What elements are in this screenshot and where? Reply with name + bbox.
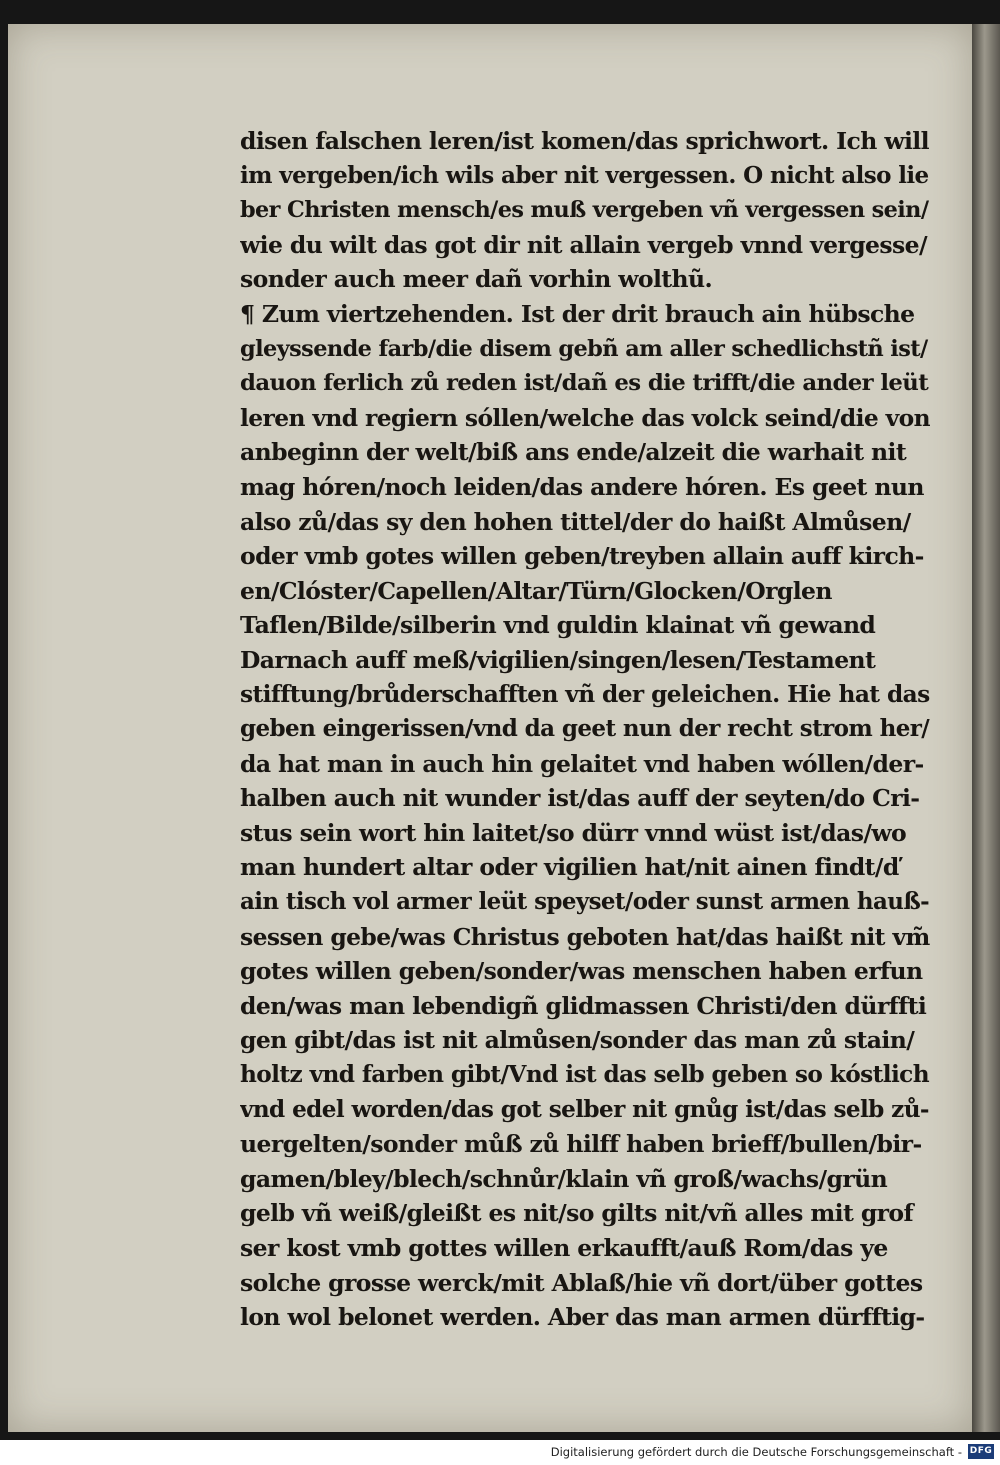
text-line: Taflen/Bilde/silberin vnd guldin klainat vñ gewand [240, 611, 876, 640]
text-line: stifftung/brůderschafften vñ der geleichen. Hie hat das [240, 680, 930, 708]
text-line: leren vnd regiern sóllen/welche das volck seind/die von [240, 403, 930, 432]
text-line: en/Clóster/Capellen/Altar/Türn/Glocken/Orglen [240, 576, 832, 605]
text-line: halben auch nit wunder ist/das auff der seyten/do Cri- [240, 784, 920, 813]
text-line: den/was man lebendigñ glidmassen Christi/den dürffti [240, 991, 927, 1020]
text-line: sessen gebe/was Christus geboten hat/das haißt nit vm̃ [240, 922, 930, 951]
text-line: gen gibt/das ist nit almůsen/sonder das man zů stain/ [240, 1026, 915, 1055]
book-spine-edge [972, 24, 1000, 1432]
text-line: vnd edel worden/das got selber nit gnůg ist/das selb zů- [240, 1095, 929, 1123]
text-line: lon wol belonet werden. Aber das man armen dürfftig- [240, 1303, 925, 1332]
text-line: man hundert altar oder vigilien hat/nit ainen findt/ď [240, 853, 899, 882]
text-line: geben eingerissen/vnd da geet nun der recht strom her/ [240, 715, 930, 743]
text-line: Darnach auff meß/vigilien/singen/lesen/Testament [240, 645, 876, 674]
text-line: ser kost vmb gottes willen erkaufft/auß Rom/das ye [240, 1234, 888, 1262]
footer-bar [0, 1440, 1000, 1465]
text-line: oder vmb gotes willen geben/treyben allain auff kirch- [240, 542, 924, 571]
text-line: ber Christen mensch/es muß vergeben vñ vergessen sein/ [240, 197, 929, 224]
book-page [8, 24, 972, 1432]
text-line: wie du wilt das got dir nit allain vergeb vnnd vergesse/ [240, 230, 927, 259]
text-line: da hat man in auch hin gelaitet vnd haben wóllen/der- [240, 749, 924, 778]
text-line: solche grosse werck/mit Ablaß/hie vñ dort/über gottes [240, 1268, 923, 1297]
text-line: dauon ferlich zů reden ist/dañ es die trifft/die ander leüt [240, 370, 929, 397]
text-line: uergelten/sonder můß zů hilff haben brieff/bullen/bir- [240, 1130, 922, 1159]
dfg-logo: DFG [968, 1444, 994, 1459]
body-text [240, 124, 930, 1335]
text-line: sonder auch meer dañ vorhin wolthũ. [240, 265, 713, 294]
text-line: holtz vnd farben gibt/Vnd ist das selb geben so kóstlich [240, 1061, 929, 1089]
text-line: gelb vñ weiß/gleißt es nit/so gilts nit/vñ alles mit grof [240, 1199, 914, 1228]
text-line: disen falschen leren/ist komen/das sprichwort. Ich will [240, 127, 929, 155]
text-line: gamen/bley/blech/schnůr/klain vñ groß/wachs/grün [240, 1164, 888, 1193]
text-line: also zů/das sy den hohen tittel/der do haißt Almůsen/ [240, 507, 911, 536]
text-line: gotes willen geben/sonder/was menschen haben erfun [240, 957, 923, 986]
text-line: im vergeben/ich wils aber nit vergessen. O nicht also lie [240, 161, 929, 189]
text-line: ain tisch vol armer leüt speyset/oder sunst armen hauß- [240, 888, 930, 916]
text-line: ¶ Zum viertzehenden. Ist der drit brauch ain hübsche [240, 299, 915, 328]
text-line: gleyssende farb/die disem gebñ am aller schedlichstñ ist/ [240, 335, 928, 362]
footer-credit: Digitalisierung gefördert durch die Deutsche Forschungsgemeinschaft - [550, 1445, 962, 1459]
text-line: stus sein wort hin laitet/so dürr vnnd wüst ist/das/wo [240, 818, 907, 847]
text-line: anbeginn der welt/biß ans ende/alzeit die warhait nit [240, 438, 907, 467]
text-line: mag hóren/noch leiden/das andere hóren. Es geet nun [240, 472, 924, 501]
